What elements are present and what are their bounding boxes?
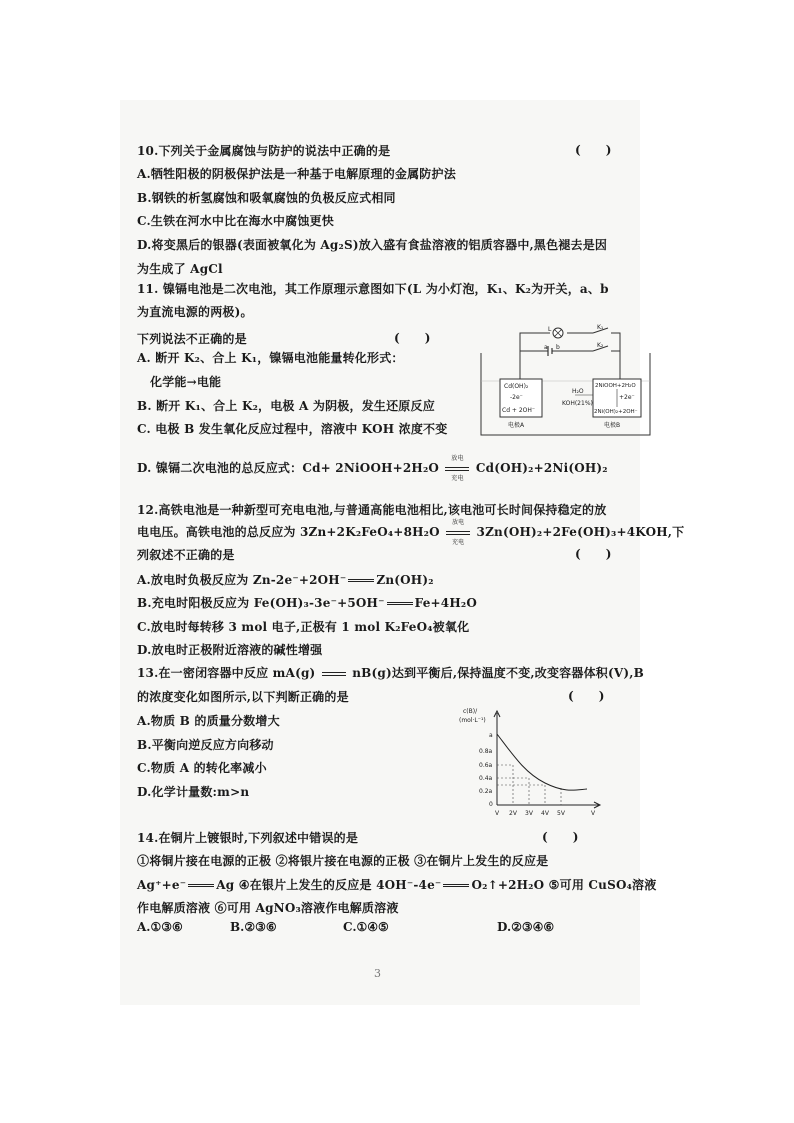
q10-option-c: C.生铁在河水中比在海水中腐蚀更快 [137, 214, 334, 228]
concentration-graph [455, 705, 605, 820]
q10-stem: 10.下列关于金属腐蚀与防护的说法中正确的是 [137, 144, 391, 158]
q10-option-b: B.钢铁的析氢腐蚀和吸氧腐蚀的负极反应式相同 [137, 191, 396, 205]
q14-option-a: A.①③⑥ [137, 920, 183, 934]
left-box-bottom: Cd + 2OH⁻ [502, 407, 536, 414]
q13-option-b: B.平衡向逆反应方向移动 [137, 738, 274, 752]
q10-option-d-line1: D.将变黑后的银器(表面被氧化为 Ag₂S)放入盛有食盐溶液的铝质容器中,黑色褪去是因 [137, 238, 608, 252]
q13-option-d: D.化学计量数:m>n [137, 785, 250, 799]
q12-option-d: D.放电时正极附近溶液的碱性增强 [137, 643, 323, 657]
q12-stem-line1: 12.高铁电池是一种新型可充电电池,与普通高能电池相比,该电池可长时间保持稳定的放 [137, 503, 607, 517]
equals-arrow-icon [188, 884, 214, 887]
q14-line3: 作电解质溶液 ⑥可用 AgNO₃溶液作电解质溶液 [137, 901, 399, 915]
xtick-4v: 4V [541, 810, 549, 817]
ytick-0: 0 [489, 801, 493, 808]
q10-answer-paren: ( ) [575, 143, 612, 157]
xtick-axis-v: V [591, 810, 596, 817]
q14-option-d: D.②③④⑥ [497, 920, 555, 934]
q14-option-c: C.①④⑤ [343, 920, 389, 934]
q12-option-a [137, 572, 434, 588]
electrode-b-label: 电极B [604, 422, 621, 429]
q12-b-left: B.充电时阳极反应为 Fe(OH)₃-3e⁻+5OH⁻ [137, 596, 385, 610]
q13-stem-line1 [137, 665, 644, 682]
right-box-mid: +2e⁻ [619, 394, 635, 401]
q14-line1: ①将铜片接在电源的正极 ②将银片接在电源的正极 ③在铜片上发生的反应是 [137, 854, 549, 868]
arrow-label-discharge: 放电 [451, 518, 465, 526]
right-box-bottom: 2Ni(OH)₂+2OH⁻ [594, 409, 638, 415]
q10-option-d-line2: 为生成了 AgCl [137, 262, 223, 276]
switch-k1-label: K₁ [597, 324, 604, 331]
xtick-2v: 2V [509, 810, 517, 817]
pole-a-label: a [544, 344, 548, 351]
switch-k2-label: K₂ [597, 342, 604, 349]
q11-option-a-line2: 化学能→电能 [150, 375, 222, 389]
q14-l2-a: Ag⁺+e⁻ [137, 878, 187, 892]
arrow-label-charge: 充电 [451, 474, 464, 482]
electrode-a-label: 电极A [508, 422, 525, 429]
q13-option-a: A.物质 B 的质量分数增大 [137, 714, 280, 728]
q12-b-right: Fe+4H₂O [414, 596, 477, 610]
ytick-0.2a: 0.2a [479, 788, 493, 795]
graph-ylabel-1: c(B)/ [463, 708, 478, 715]
q12-a-left: A.放电时负极反应为 Zn-2e⁻+2OH⁻ [137, 573, 347, 587]
xtick-5v: 5V [557, 810, 565, 817]
q13-stem-line2: 的浓度变化如图所示,以下判断正确的是 [137, 690, 349, 704]
q11-answer-paren: ( ) [394, 331, 431, 345]
q12-option-c: C.放电时每转移 3 mol 电子,正极有 1 mol K₂FeO₄被氧化 [137, 620, 470, 634]
q11-stem-line1: 11. 镍镉电池是二次电池，其工作原理示意图如下(L 为小灯泡，K₁、K₂为开关，a、b [137, 282, 609, 296]
equals-arrow-icon [443, 884, 469, 887]
q14-stem: 14.在铜片上镀银时,下列叙述中错误的是 [137, 831, 359, 845]
xtick-v: V [495, 810, 500, 817]
arrow-label-discharge: 放电 [451, 454, 464, 462]
reversible-arrow-icon [445, 454, 469, 482]
q12-option-b [137, 595, 477, 611]
pole-b-label: b [556, 344, 560, 351]
graph-ylabel-2: (mol·L⁻¹) [459, 717, 486, 724]
lamp-label: L [548, 326, 552, 333]
page-number: 3 [374, 967, 381, 980]
q12-stem-line2 [137, 518, 685, 546]
q11-stem-line2: 为直流电源的两极)。 [137, 305, 253, 319]
q14-line2 [137, 877, 656, 893]
reversible-arrow-icon [446, 518, 470, 546]
q14-l2-b: Ag ④在银片上发生的反应是 4OH⁻-4e⁻ [216, 878, 442, 892]
q10-option-a: A.牺牲阳极的阴极保护法是一种基于电解原理的金属防护法 [137, 167, 456, 181]
q11-option-d [137, 454, 608, 482]
equals-arrow-icon [387, 602, 413, 605]
q11-stem-line3: 下列说法不正确的是 [137, 332, 247, 346]
q14-l2-c: O₂↑+2H₂O ⑤可用 CuSO₄溶液 [471, 878, 657, 892]
arrow-label-charge: 充电 [451, 538, 465, 546]
q11-d-right: Cd(OH)₂+2Ni(OH)₂ [475, 461, 608, 475]
equals-arrow-icon [348, 579, 374, 582]
q11-option-b: B. 断开 K₁、合上 K₂，电极 A 为阴极，发生还原反应 [137, 399, 435, 413]
left-box-mid: -2e⁻ [510, 394, 523, 401]
q12-answer-paren: ( ) [575, 547, 612, 561]
q14-option-b: B.②③⑥ [230, 920, 277, 934]
q12-reaction-right: 3Zn(OH)₂+2Fe(OH)₃+4KOH,下 [476, 525, 685, 539]
q13-reaction-right: nB(g)达到平衡后,保持温度不变,改变容器体积(V),B [352, 666, 644, 680]
q14-answer-paren: ( ) [542, 830, 579, 844]
water-label: H₂O [572, 388, 584, 395]
ytick-0.8a: 0.8a [479, 748, 493, 755]
left-box-top: Cd(OH)₂ [504, 383, 529, 390]
q13-option-c: C.物质 A 的转化率减小 [137, 761, 267, 775]
ytick-a: a [489, 732, 493, 739]
q12-reaction-left: 电电压。高铁电池的总反应为 3Zn+2K₂FeO₄+8H₂O [137, 525, 440, 539]
right-box-top: 2NiOOH+2H₂O [595, 383, 636, 389]
ytick-0.6a: 0.6a [479, 762, 493, 769]
q13-answer-paren: ( ) [568, 689, 605, 703]
koh-label: KOH(21%) [562, 400, 593, 407]
xtick-3v: 3V [525, 810, 533, 817]
q13-reaction-left: 13.在一密闭容器中反应 mA(g) [137, 666, 316, 680]
ytick-0.4a: 0.4a [479, 775, 493, 782]
battery-diagram [480, 323, 652, 438]
reversible-arrow-icon [322, 666, 346, 682]
q12-a-right: Zn(OH)₂ [376, 573, 434, 587]
q12-stem-line3: 列叙述不正确的是 [137, 548, 235, 562]
q11-d-left: D. 镍镉二次电池的总反应式：Cd+ 2NiOOH+2H₂O [137, 461, 440, 475]
q11-option-a-line1: A. 断开 K₂、合上 K₁，镍镉电池能量转化形式： [137, 351, 404, 365]
q11-option-c: C. 电极 B 发生氧化反应过程中，溶液中 KOH 浓度不变 [137, 422, 448, 436]
